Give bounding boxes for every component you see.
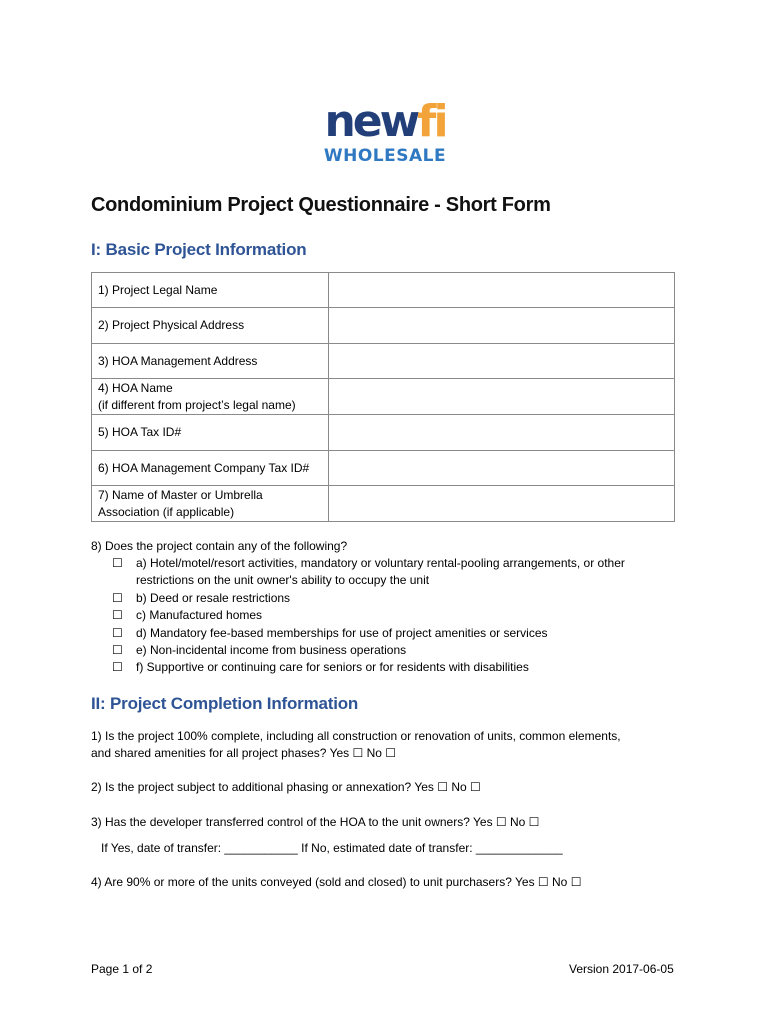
option-f <box>112 659 682 676</box>
table-row <box>92 308 675 344</box>
option-c-label: c) Manufactured homes <box>136 608 263 623</box>
option-d <box>112 625 682 642</box>
checkbox-a[interactable]: ☐ <box>112 556 123 570</box>
option-c <box>112 607 682 624</box>
row-label-hoa-tax-id: 5) HOA Tax ID# <box>92 415 329 451</box>
master-association-label: 7) Name of Master or Umbrella <box>98 487 263 502</box>
option-d-label: d) Mandatory fee-based memberships for use of project amenities or services <box>136 625 548 640</box>
hoa-management-address-field[interactable] <box>329 344 675 379</box>
question-8: 8) Does the project contain any of the following? <box>91 539 348 553</box>
logo-subtitle: WHOLESALE <box>323 146 447 166</box>
master-association-sublabel: Association (if applicable) <box>98 504 235 519</box>
logo-wordmark <box>320 96 450 147</box>
option-a <box>112 555 682 590</box>
transfer-date-line: If Yes, date of transfer: ___________ If No, estimated date of transfer: _____________ <box>101 841 563 855</box>
table-row <box>92 344 675 379</box>
logo-word-main: new <box>324 96 418 147</box>
table-row <box>92 451 675 486</box>
hoa-name-sublabel: (if different from project’s legal name) <box>98 397 296 412</box>
completion-question-4: 4) Are 90% or more of the units conveyed (sold and closed) to unit purchasers? Yes ☐ No ☐ <box>91 875 582 889</box>
row-label-project-legal-name: 1) Project Legal Name <box>92 273 329 308</box>
hoa-name-field[interactable] <box>329 379 675 415</box>
option-a-label: a) Hotel/motel/resort activities, mandatory or voluntary rental-pooling arrangements, or other <box>136 556 625 570</box>
row-label-hoa-name <box>92 379 329 415</box>
version-label: Version 2017-06-05 <box>569 962 674 976</box>
page-number: Page 1 of 2 <box>91 962 153 976</box>
completion-question-2: 2) Is the project subject to additional phasing or annexation? Yes ☐ No ☐ <box>91 780 481 794</box>
option-e-label: e) Non-incidental income from business operations <box>136 643 407 658</box>
option-a-label-cont: restrictions on the unit owner's ability to occupy the unit <box>136 573 430 588</box>
master-association-field[interactable] <box>329 486 675 522</box>
table-row <box>92 379 675 415</box>
row-label-hoa-management-company-tax-id: 6) HOA Management Company Tax ID# <box>92 451 329 486</box>
row-label-project-physical-address: 2) Project Physical Address <box>92 308 329 344</box>
checkbox-f[interactable]: ☐ <box>112 660 123 675</box>
row-label-hoa-management-address: 3) HOA Management Address <box>92 344 329 379</box>
option-b <box>112 590 682 607</box>
row-label-master-association <box>92 486 329 522</box>
completion-question-1-line2: and shared amenities for all project phases? Yes ☐ No ☐ <box>91 746 397 761</box>
completion-question-1-line1: 1) Is the project 100% complete, including all construction or renovation of units, common elements, <box>91 729 621 743</box>
hoa-tax-id-field[interactable] <box>329 415 675 451</box>
hoa-name-label: 4) HOA Name <box>98 380 173 395</box>
option-e <box>112 642 682 659</box>
logo-word-accent: fi <box>417 96 446 147</box>
checkbox-c[interactable]: ☐ <box>112 608 123 623</box>
checkbox-e[interactable]: ☐ <box>112 643 123 658</box>
document-title: Condominium Project Questionnaire - Short Form <box>91 194 551 216</box>
completion-question-3: 3) Has the developer transferred control of the HOA to the unit owners? Yes ☐ No ☐ <box>91 815 540 829</box>
project-legal-name-field[interactable] <box>329 273 675 308</box>
newfi-wholesale-logo <box>320 96 450 166</box>
hoa-management-company-tax-id-field[interactable] <box>329 451 675 486</box>
basic-info-table <box>91 272 675 522</box>
table-row <box>92 486 675 522</box>
table-row <box>92 415 675 451</box>
section-1-heading: I: Basic Project Information <box>91 240 307 259</box>
checkbox-d[interactable]: ☐ <box>112 625 123 640</box>
table-row <box>92 273 675 308</box>
completion-question-1 <box>91 728 691 763</box>
option-b-label: b) Deed or resale restrictions <box>136 590 291 605</box>
question-8-options <box>112 555 682 677</box>
section-2-heading: II: Project Completion Information <box>91 694 359 713</box>
option-f-label: f) Supportive or continuing care for seniors or for residents with disabilities <box>136 660 529 675</box>
project-physical-address-field[interactable] <box>329 308 675 344</box>
checkbox-b[interactable]: ☐ <box>112 590 123 605</box>
